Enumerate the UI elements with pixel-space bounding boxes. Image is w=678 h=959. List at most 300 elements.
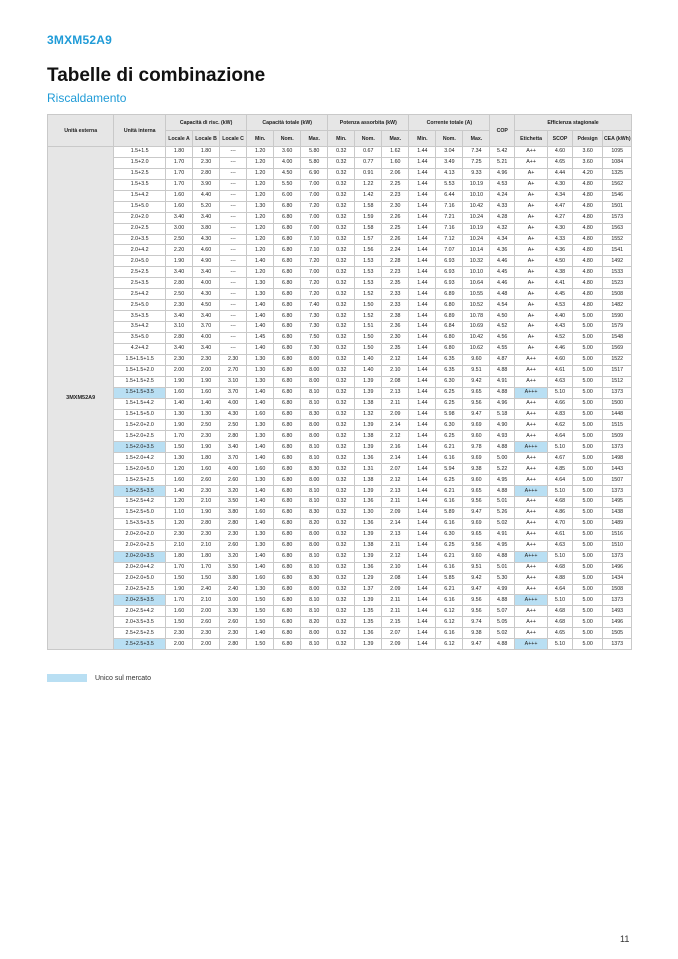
- table-cell: 4.55: [490, 343, 515, 354]
- table-cell: 1.80: [193, 551, 220, 562]
- indoor-combination-cell: 2.0+2.0+4.2: [114, 562, 166, 573]
- table-cell: 1.44: [409, 551, 436, 562]
- table-cell: A++: [515, 562, 548, 573]
- table-cell: 4.63: [548, 376, 573, 387]
- table-cell: 0.32: [328, 518, 355, 529]
- table-row: [48, 267, 632, 278]
- table-cell: 1.38: [355, 398, 382, 409]
- table-cell: 1.40: [166, 398, 193, 409]
- table-cell: 4.80: [572, 300, 603, 311]
- sub-etichetta: Etichetta: [515, 131, 548, 147]
- indoor-combination-cell: 1.5+2.0+5.0: [114, 464, 166, 475]
- table-cell: 0.32: [328, 453, 355, 464]
- table-cell: ---: [220, 223, 247, 234]
- table-cell: 3.40: [166, 311, 193, 322]
- table-cell: 0.32: [328, 595, 355, 606]
- table-cell: 3.80: [193, 223, 220, 234]
- table-cell: 7.00: [301, 267, 328, 278]
- table-row: [48, 398, 632, 409]
- table-cell: 5.00: [572, 311, 603, 322]
- table-cell: 4.30: [193, 289, 220, 300]
- table-cell: 6.80: [274, 606, 301, 617]
- sub-pot-min: Min.: [328, 131, 355, 147]
- table-cell: 1.40: [247, 453, 274, 464]
- table-cell: 2.24: [382, 245, 409, 256]
- table-cell: 4.80: [572, 256, 603, 267]
- table-cell: 1.30: [247, 376, 274, 387]
- table-cell: 1489: [603, 518, 632, 529]
- table-cell: 5.10: [548, 442, 573, 453]
- table-cell: 6.80: [274, 398, 301, 409]
- table-cell: 2.09: [382, 584, 409, 595]
- table-cell: 6.12: [436, 606, 463, 617]
- table-cell: 2.06: [382, 168, 409, 179]
- table-cell: 1498: [603, 453, 632, 464]
- table-cell: 0.32: [328, 584, 355, 595]
- table-cell: 6.80: [274, 376, 301, 387]
- table-cell: 8.00: [301, 420, 328, 431]
- table-cell: 6.30: [436, 420, 463, 431]
- table-cell: ---: [220, 343, 247, 354]
- table-cell: 6.00: [274, 190, 301, 201]
- table-row: [48, 179, 632, 190]
- table-cell: 1.44: [409, 584, 436, 595]
- table-cell: 4.30: [548, 179, 573, 190]
- table-cell: 1.40: [193, 398, 220, 409]
- table-cell: 2.08: [382, 573, 409, 584]
- table-cell: 1084: [603, 157, 632, 168]
- table-cell: 0.32: [328, 354, 355, 365]
- table-cell: 6.80: [274, 442, 301, 453]
- table-cell: 0.32: [328, 464, 355, 475]
- table-cell: 3.30: [220, 606, 247, 617]
- table-cell: A++: [515, 354, 548, 365]
- table-cell: 1.52: [355, 289, 382, 300]
- sub-pot-max: Max.: [382, 131, 409, 147]
- table-cell: 1.60: [166, 190, 193, 201]
- table-cell: 6.25: [436, 387, 463, 398]
- table-cell: 1552: [603, 234, 632, 245]
- table-cell: 6.89: [436, 311, 463, 322]
- table-cell: 1501: [603, 201, 632, 212]
- table-cell: 1.44: [409, 453, 436, 464]
- table-cell: 2.00: [193, 639, 220, 650]
- table-cell: 4.52: [548, 332, 573, 343]
- table-cell: 7.30: [301, 322, 328, 333]
- table-cell: A++: [515, 507, 548, 518]
- table-cell: 2.70: [220, 365, 247, 376]
- table-cell: 6.93: [436, 256, 463, 267]
- table-cell: 5.00: [572, 573, 603, 584]
- table-cell: 2.10: [193, 497, 220, 508]
- table-row: [48, 464, 632, 475]
- table-cell: 4.46: [490, 278, 515, 289]
- table-cell: 5.00: [572, 442, 603, 453]
- table-cell: 2.30: [193, 529, 220, 540]
- table-cell: 6.80: [274, 343, 301, 354]
- table-cell: 1.44: [409, 332, 436, 343]
- table-cell: 3.40: [166, 267, 193, 278]
- table-cell: A+++: [515, 595, 548, 606]
- table-cell: 6.80: [274, 300, 301, 311]
- table-cell: 1.40: [247, 518, 274, 529]
- table-cell: 1.50: [166, 442, 193, 453]
- table-cell: 4.53: [548, 300, 573, 311]
- table-cell: 1.44: [409, 289, 436, 300]
- table-cell: 1.40: [247, 256, 274, 267]
- table-cell: 9.38: [463, 628, 490, 639]
- table-cell: 1.20: [247, 267, 274, 278]
- table-cell: 0.32: [328, 497, 355, 508]
- table-cell: 9.42: [463, 376, 490, 387]
- indoor-combination-cell: 1.5+2.0+4.2: [114, 453, 166, 464]
- table-cell: 6.80: [274, 518, 301, 529]
- table-row: [48, 223, 632, 234]
- table-cell: 1.30: [355, 507, 382, 518]
- table-cell: 6.80: [274, 311, 301, 322]
- table-cell: 5.02: [490, 628, 515, 639]
- table-cell: A++: [515, 365, 548, 376]
- table-cell: 1.70: [193, 562, 220, 573]
- table-cell: 2.30: [193, 486, 220, 497]
- table-cell: 1505: [603, 628, 632, 639]
- table-cell: A+: [515, 311, 548, 322]
- table-cell: 1.40: [166, 486, 193, 497]
- table-cell: A+: [515, 289, 548, 300]
- table-cell: 4.61: [548, 529, 573, 540]
- table-cell: 4.00: [220, 398, 247, 409]
- table-cell: 4.93: [490, 431, 515, 442]
- table-cell: 1579: [603, 322, 632, 333]
- table-cell: 3.90: [193, 179, 220, 190]
- table-cell: 9.47: [463, 584, 490, 595]
- table-cell: 1.90: [193, 507, 220, 518]
- indoor-combination-cell: 2.0+4.2: [114, 245, 166, 256]
- table-cell: 6.80: [274, 409, 301, 420]
- table-header: [48, 115, 632, 147]
- table-row: [48, 617, 632, 628]
- table-cell: 1493: [603, 606, 632, 617]
- table-cell: 6.80: [274, 332, 301, 343]
- table-cell: 0.32: [328, 387, 355, 398]
- table-cell: 1.44: [409, 190, 436, 201]
- table-cell: 1.30: [247, 420, 274, 431]
- table-row: [48, 409, 632, 420]
- indoor-combination-cell: 2.0+2.5+3.5: [114, 595, 166, 606]
- table-cell: 1.70: [166, 562, 193, 573]
- table-cell: 6.80: [274, 289, 301, 300]
- sub-cap-max: Max.: [301, 131, 328, 147]
- table-cell: 3.70: [193, 322, 220, 333]
- table-cell: 0.32: [328, 507, 355, 518]
- table-row: [48, 442, 632, 453]
- table-cell: 4.68: [548, 606, 573, 617]
- table-cell: 3.10: [166, 322, 193, 333]
- table-cell: 1.51: [355, 322, 382, 333]
- table-cell: 2.80: [193, 168, 220, 179]
- table-cell: 0.32: [328, 234, 355, 245]
- table-cell: 1.90: [166, 420, 193, 431]
- table-cell: 1.44: [409, 639, 436, 650]
- table-row: [48, 551, 632, 562]
- table-cell: 0.91: [355, 168, 382, 179]
- indoor-combination-cell: 2.0+5.0: [114, 256, 166, 267]
- table-cell: 4.64: [548, 584, 573, 595]
- table-cell: 4.88: [490, 365, 515, 376]
- table-cell: 1.44: [409, 398, 436, 409]
- table-cell: 1.31: [355, 464, 382, 475]
- table-cell: 2.00: [166, 365, 193, 376]
- table-cell: 6.90: [301, 168, 328, 179]
- table-cell: 3.50: [220, 562, 247, 573]
- table-cell: 7.07: [436, 245, 463, 256]
- table-cell: 1.60: [193, 464, 220, 475]
- table-cell: 5.00: [572, 639, 603, 650]
- table-cell: 1.20: [247, 212, 274, 223]
- table-cell: 3.40: [193, 311, 220, 322]
- table-cell: 7.00: [301, 179, 328, 190]
- table-cell: 1.50: [193, 573, 220, 584]
- table-cell: 4.24: [490, 190, 515, 201]
- table-cell: 10.24: [463, 234, 490, 245]
- indoor-combination-cell: 1.5+1.5+4.2: [114, 398, 166, 409]
- table-cell: 7.20: [301, 289, 328, 300]
- table-cell: 4.36: [548, 245, 573, 256]
- table-cell: 10.10: [463, 190, 490, 201]
- table-cell: 1.30: [247, 540, 274, 551]
- table-cell: 4.88: [490, 486, 515, 497]
- table-cell: 1496: [603, 562, 632, 573]
- indoor-combination-cell: 2.0+2.5+4.2: [114, 606, 166, 617]
- table-cell: 4.66: [548, 398, 573, 409]
- table-cell: 8.30: [301, 409, 328, 420]
- table-cell: 3.60: [274, 147, 301, 158]
- table-cell: 6.21: [436, 442, 463, 453]
- table-cell: 1.50: [355, 332, 382, 343]
- table-cell: 1.44: [409, 387, 436, 398]
- table-cell: 4.99: [490, 584, 515, 595]
- table-cell: 6.35: [436, 354, 463, 365]
- table-cell: 8.10: [301, 398, 328, 409]
- table-cell: A+++: [515, 551, 548, 562]
- table-row: [48, 157, 632, 168]
- table-cell: 4.90: [193, 256, 220, 267]
- table-cell: 5.50: [274, 179, 301, 190]
- table-cell: 5.18: [490, 409, 515, 420]
- table-cell: 4.67: [548, 453, 573, 464]
- table-cell: 1.44: [409, 497, 436, 508]
- table-cell: 3.00: [220, 595, 247, 606]
- table-cell: 1573: [603, 212, 632, 223]
- indoor-combination-cell: 2.0+3.5+3.5: [114, 617, 166, 628]
- table-cell: ---: [220, 332, 247, 343]
- table-cell: 2.14: [382, 518, 409, 529]
- table-cell: 8.10: [301, 639, 328, 650]
- table-cell: 1.36: [355, 562, 382, 573]
- table-cell: ---: [220, 168, 247, 179]
- table-cell: 4.80: [572, 223, 603, 234]
- table-cell: 2.28: [382, 256, 409, 267]
- table-cell: 1.44: [409, 475, 436, 486]
- table-cell: 4.33: [490, 201, 515, 212]
- indoor-combination-cell: 2.5+5.0: [114, 300, 166, 311]
- table-cell: 6.80: [274, 628, 301, 639]
- table-cell: 1500: [603, 398, 632, 409]
- table-cell: 2.11: [382, 540, 409, 551]
- table-cell: 6.80: [274, 573, 301, 584]
- legend: [47, 674, 151, 682]
- indoor-combination-cell: 1.5+1.5+5.0: [114, 409, 166, 420]
- table-cell: 1448: [603, 409, 632, 420]
- table-cell: 0.32: [328, 300, 355, 311]
- table-cell: 9.60: [463, 475, 490, 486]
- table-cell: 2.30: [193, 431, 220, 442]
- page-number: 11: [620, 934, 630, 944]
- table-cell: 9.56: [463, 497, 490, 508]
- table-cell: 8.00: [301, 540, 328, 551]
- table-cell: 1541: [603, 245, 632, 256]
- indoor-combination-cell: 1.5+2.5: [114, 168, 166, 179]
- table-cell: 1.80: [166, 551, 193, 562]
- table-cell: ---: [220, 256, 247, 267]
- table-cell: 1508: [603, 289, 632, 300]
- table-cell: 8.30: [301, 507, 328, 518]
- table-row: [48, 332, 632, 343]
- table-cell: 8.00: [301, 584, 328, 595]
- table-cell: A+: [515, 212, 548, 223]
- table-cell: 4.88: [548, 573, 573, 584]
- table-cell: 7.25: [463, 157, 490, 168]
- table-cell: 5.53: [436, 179, 463, 190]
- table-cell: 1517: [603, 365, 632, 376]
- table-cell: 1443: [603, 464, 632, 475]
- table-cell: A++: [515, 628, 548, 639]
- table-cell: 4.62: [548, 420, 573, 431]
- table-cell: 6.80: [274, 201, 301, 212]
- table-row: [48, 322, 632, 333]
- table-cell: 1523: [603, 278, 632, 289]
- table-cell: 2.30: [220, 628, 247, 639]
- table-cell: 1.60: [166, 475, 193, 486]
- table-cell: 5.00: [572, 628, 603, 639]
- table-cell: 1.44: [409, 157, 436, 168]
- table-cell: 6.80: [274, 507, 301, 518]
- table-cell: 4.80: [572, 179, 603, 190]
- table-cell: 2.00: [166, 639, 193, 650]
- indoor-combination-cell: 1.5+2.0: [114, 157, 166, 168]
- table-cell: A++: [515, 453, 548, 464]
- table-cell: A++: [515, 540, 548, 551]
- table-cell: 4.64: [548, 475, 573, 486]
- table-cell: 1.50: [247, 595, 274, 606]
- table-cell: 6.21: [436, 486, 463, 497]
- table-cell: 10.32: [463, 256, 490, 267]
- table-cell: 6.16: [436, 518, 463, 529]
- table-cell: 9.60: [463, 354, 490, 365]
- sub-corr-min: Min.: [409, 131, 436, 147]
- table-cell: 3.40: [220, 442, 247, 453]
- table-cell: 4.32: [490, 223, 515, 234]
- sub-pot-nom: Nom.: [355, 131, 382, 147]
- table-cell: 8.00: [301, 529, 328, 540]
- table-cell: 3.49: [436, 157, 463, 168]
- table-cell: 0.32: [328, 168, 355, 179]
- table-cell: 1.20: [166, 497, 193, 508]
- table-cell: 10.10: [463, 267, 490, 278]
- table-cell: A+: [515, 179, 548, 190]
- table-cell: 1.70: [166, 431, 193, 442]
- table-cell: 0.32: [328, 223, 355, 234]
- table-cell: 5.02: [490, 518, 515, 529]
- table-cell: 6.80: [274, 278, 301, 289]
- table-cell: 7.20: [301, 256, 328, 267]
- table-cell: 1.20: [247, 157, 274, 168]
- table-cell: 2.50: [166, 234, 193, 245]
- table-cell: 8.10: [301, 387, 328, 398]
- table-cell: 1373: [603, 595, 632, 606]
- table-row: [48, 147, 632, 158]
- table-cell: 1.30: [247, 289, 274, 300]
- table-cell: ---: [220, 300, 247, 311]
- table-cell: 4.46: [490, 256, 515, 267]
- table-cell: 0.77: [355, 157, 382, 168]
- table-cell: 1533: [603, 267, 632, 278]
- table-cell: 1548: [603, 332, 632, 343]
- table-row: [48, 201, 632, 212]
- table-cell: 0.32: [328, 376, 355, 387]
- table-cell: 1.50: [247, 606, 274, 617]
- table-cell: 1.44: [409, 442, 436, 453]
- table-cell: 5.05: [490, 617, 515, 628]
- table-cell: 1.44: [409, 420, 436, 431]
- table-cell: 4.83: [548, 409, 573, 420]
- table-cell: 4.52: [490, 322, 515, 333]
- table-cell: 6.80: [274, 497, 301, 508]
- table-cell: 5.22: [490, 464, 515, 475]
- table-cell: 9.56: [463, 540, 490, 551]
- table-cell: 1.44: [409, 212, 436, 223]
- table-cell: 2.30: [193, 157, 220, 168]
- table-cell: 4.91: [490, 376, 515, 387]
- table-cell: 2.38: [382, 311, 409, 322]
- table-cell: 1.62: [382, 147, 409, 158]
- indoor-combination-cell: 4.2+4.2: [114, 343, 166, 354]
- table-cell: 2.11: [382, 595, 409, 606]
- table-cell: 6.80: [274, 475, 301, 486]
- table-cell: 9.74: [463, 617, 490, 628]
- table-cell: 1.40: [355, 365, 382, 376]
- table-cell: 2.50: [166, 289, 193, 300]
- indoor-combination-cell: 1.5+5.0: [114, 201, 166, 212]
- table-cell: 1.35: [355, 606, 382, 617]
- table-cell: A++: [515, 420, 548, 431]
- table-cell: 1.39: [355, 529, 382, 540]
- table-cell: 5.80: [301, 157, 328, 168]
- table-cell: 9.51: [463, 365, 490, 376]
- table-cell: 1.44: [409, 168, 436, 179]
- indoor-combination-cell: 2.5+3.5: [114, 278, 166, 289]
- table-cell: 1.40: [247, 387, 274, 398]
- table-cell: A++: [515, 398, 548, 409]
- table-row: [48, 595, 632, 606]
- table-cell: 4.96: [490, 168, 515, 179]
- table-cell: 6.80: [274, 234, 301, 245]
- table-cell: 2.30: [382, 332, 409, 343]
- table-cell: A++: [515, 431, 548, 442]
- table-cell: 5.85: [436, 573, 463, 584]
- table-cell: 1.60: [247, 507, 274, 518]
- table-cell: 9.47: [463, 507, 490, 518]
